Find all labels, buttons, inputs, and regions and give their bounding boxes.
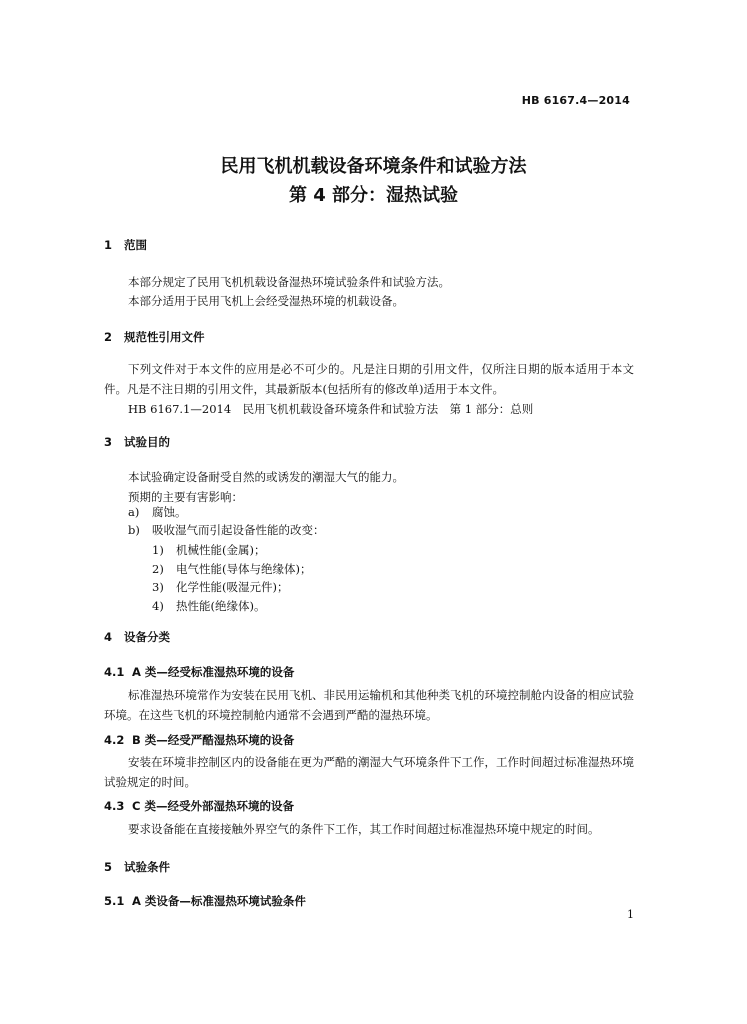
subsection-5-1-heading [104,893,306,909]
paragraph: 本部分适用于民用飞机上会经受湿热环境的机载设备。 [128,294,404,308]
section-number: 5 [104,860,113,874]
subsection-title: C 类—经受外部湿热环境的设备 [132,799,294,813]
list-text: 电气性能(导体与绝缘体)； [176,562,312,576]
subsection-number: 4.1 [104,665,125,679]
subsection-number: 5.1 [104,894,125,908]
list-label: 1) [152,543,164,557]
paragraph: 本部分规定了民用飞机机载设备湿热环境试验条件和试验方法。 [128,275,450,289]
subsection-4-1-heading [104,664,294,680]
subsection-4-2-heading [104,732,294,748]
subsection-title: A 类设备—标准湿热环境试验条件 [132,894,306,908]
section-number: 1 [104,238,113,252]
list-label: a) [128,505,140,519]
section-title: 试验目的 [124,435,170,449]
list-label: b) [128,523,140,537]
subsection-number: 4.2 [104,733,125,747]
paragraph: 标准湿热环境常作为安装在民用飞机、非民用运输机和其他种类飞机的环境控制舱内设备的相应试验环境。在这些飞机的环境控制舱内通常不会遇到严酷的湿热环境。 [104,688,634,722]
paragraph: 本试验确定设备耐受自然的或诱发的潮湿大气的能力。 [128,470,404,484]
section-3-heading [104,434,170,450]
list-item [128,522,325,538]
subsection-4-3-heading [104,798,294,814]
section-title: 规范性引用文件 [124,330,205,344]
subsection-title: B 类—经受严酷湿热环境的设备 [132,733,295,747]
paragraph: 要求设备能在直接接触外界空气的条件下工作，其工作时间超过标准湿热环境中规定的时间。 [128,822,600,836]
section-2-heading [104,329,205,345]
page-number: 1 [627,908,634,921]
section-number: 4 [104,630,113,644]
section-title: 试验条件 [124,860,170,874]
document-number: HB 6167.4—2014 [521,94,630,107]
list-item [152,542,265,558]
paragraph: 预期的主要有害影响： [128,490,243,504]
paragraph: 下列文件对于本文件的应用是必不可少的。凡是注日期的引用文件，仅所注日期的版本适用于本文件。凡是不注日期的引用文件，其最新版本(包括所有的修改单)适用于本文件。 [104,362,634,396]
section-4-heading [104,629,170,645]
list-label: 4) [152,599,164,613]
section-title: 设备分类 [124,630,170,644]
normative-reference: HB 6167.1—2014 民用飞机机载设备环境条件和试验方法 第 1 部分：总则 [128,402,534,416]
subsection-number: 4.3 [104,799,125,813]
document-subtitle: 第 4 部分：湿热试验 [288,185,459,206]
document-title: 民用飞机机载设备环境条件和试验方法 [220,156,527,177]
list-label: 3) [152,580,164,594]
section-5-heading [104,859,170,875]
list-text: 腐蚀。 [152,505,187,519]
list-text: 机械性能(金属)； [176,543,266,557]
section-number: 2 [104,330,113,344]
section-number: 3 [104,435,113,449]
list-label: 2) [152,562,164,576]
list-text: 热性能(绝缘体)。 [176,599,266,613]
list-item [152,598,265,614]
section-1-heading [104,237,147,253]
paragraph: 安装在环境非控制区内的设备能在更为严酷的潮湿大气环境条件下工作，工作时间超过标准湿热环境试验规定的时间。 [104,755,634,789]
list-item [152,579,288,595]
list-item [152,561,311,577]
list-text: 化学性能(吸湿元件)； [176,580,289,594]
list-item [128,504,187,520]
section-title: 范围 [124,238,147,252]
subsection-title: A 类—经受标准湿热环境的设备 [132,665,295,679]
list-text: 吸收湿气而引起设备性能的改变： [152,523,325,537]
